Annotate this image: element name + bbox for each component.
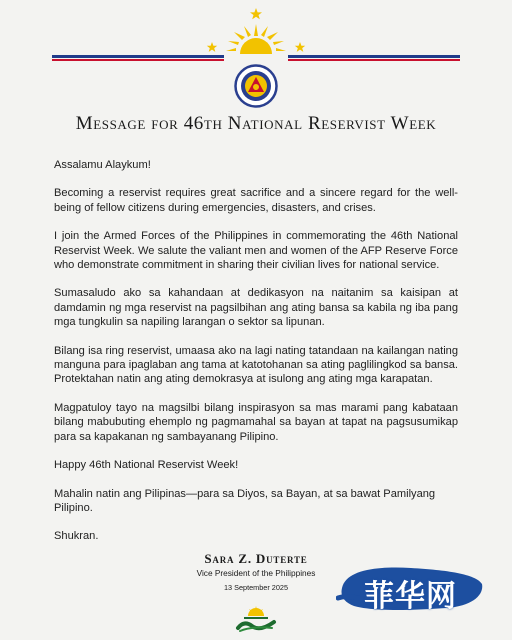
paragraph: Mahalin natin ang Pilipinas—para sa Diyos, sa Bayan, at sa bawat Pamilyang Pilipino. [54, 487, 436, 514]
header-rule-blue-right [288, 55, 460, 58]
signatory-position: Vice President of the Philippines [196, 568, 316, 578]
closing: Shukran. [54, 530, 99, 543]
paragraph: Magpatuloy tayo na magsilbi bilang inspirasyon sa mas marami pang kabataan bilang mabubuting ehemplo ng pagmamahal sa bayan at tapat na pagsusumikap para sa kapakanan ng sambayanang Pilipino. [54, 401, 458, 443]
signature-block [186, 551, 326, 592]
watermark-text: 菲华网 [364, 579, 457, 614]
letter-body [54, 158, 458, 558]
sun-and-stars-emblem [196, 6, 316, 56]
paragraph: Sumasaludo ako sa kahandaan at dedikasyon na naitanim sa kaisipan at damdamin ng mga reservist na pagsilbihan ang ating bansa sa kabila ng iba pang mga tungkulin sa napiling larangan o sektor sa lipunan. [54, 287, 458, 329]
header-rule-blue-left [52, 55, 224, 58]
star-icon [207, 42, 217, 52]
page-title: Message for 46th National Reservist Week [75, 113, 437, 134]
signatory-name: Sara Z. Duterte [204, 551, 308, 566]
office-seal-icon [234, 64, 278, 108]
star-icon [295, 42, 305, 52]
star-icon [250, 8, 262, 19]
greeting: Assalamu Alaykum! [54, 159, 151, 171]
paragraph: Bilang isa ring reservist, umaasa ako na lagi nating tatandaan na kailangan nating manguna para ipaglaban ang tama at katotohanan sa ating paglilingkod sa bansa. Protektahan natin ang ating demokrasya at isulong ang ating mga karapatan. [54, 344, 458, 386]
letter-date: 13 September 2025 [223, 583, 289, 592]
header-rule-red-right [288, 59, 460, 61]
paragraph: I join the Armed Forces of the Philippines in commemorating the 46th National Reservist Week. We salute the valiant men and women of the AFP Reserve Force who demonstrate commitment in sharing their civilian lives for national service. [54, 230, 458, 272]
paragraph: Becoming a reservist requires great sacrifice and a sincere regard for the well-being of fellow citizens during emergencies, disasters, and crises. [54, 187, 458, 214]
header-rule-red-left [52, 59, 224, 61]
footer-logo-icon [232, 604, 280, 634]
paragraph: Happy 46th National Reservist Week! [54, 459, 239, 472]
